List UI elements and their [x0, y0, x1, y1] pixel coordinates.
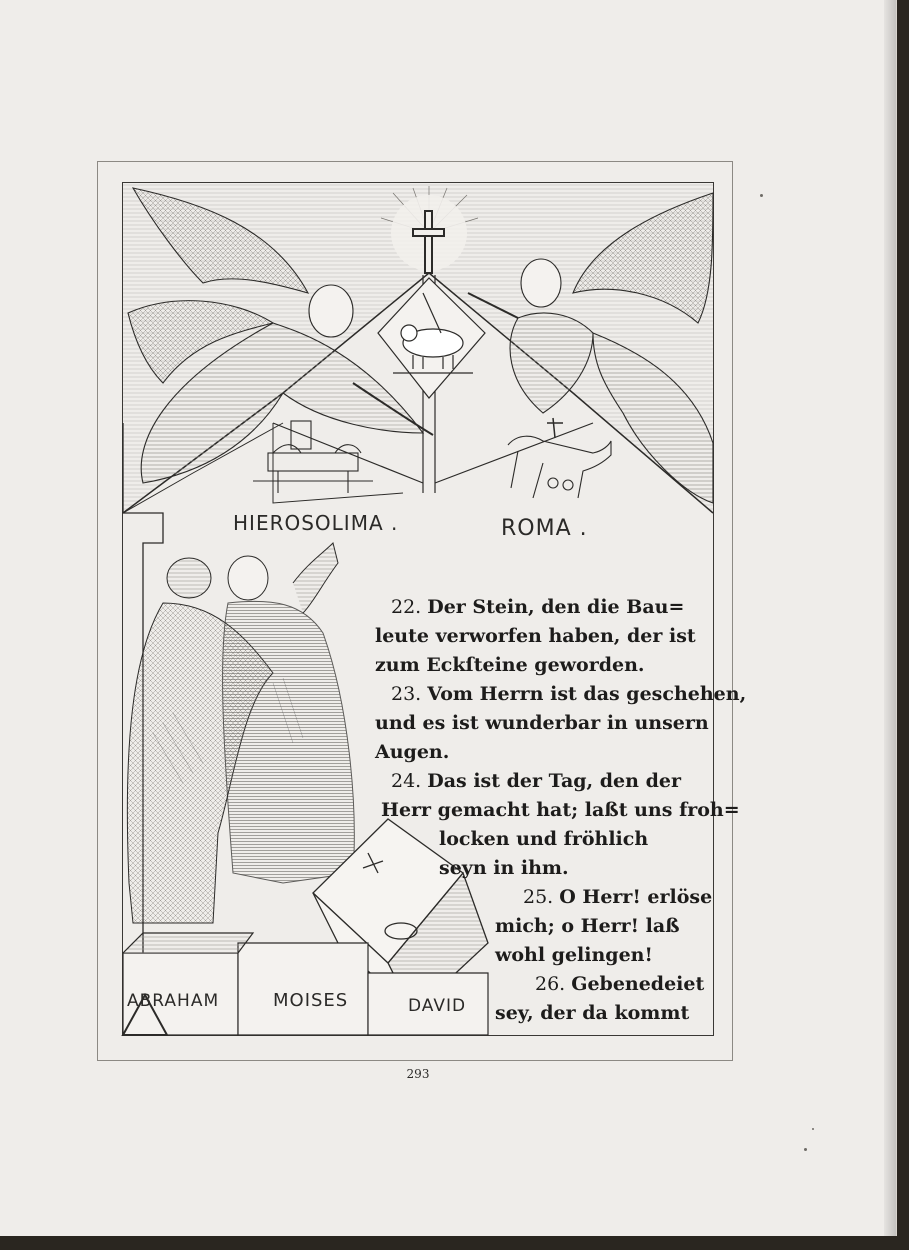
- verse-line: Das ist der Tag, den der: [427, 770, 681, 792]
- verse-line: O Herr! erlöse: [559, 886, 713, 908]
- verse-line: leute verworfen haben, der ist: [375, 625, 696, 647]
- verse-26: [535, 970, 704, 999]
- verse-22: [391, 593, 684, 622]
- verse-line: Augen.: [375, 741, 450, 763]
- engraving-frame: [122, 182, 747, 1036]
- verse-line: locken und fröhlich: [439, 828, 649, 850]
- verse-text-block: [123, 183, 747, 1035]
- verse-line: Vom Herrn ist das geschehen,: [427, 683, 747, 705]
- page-edge-shadow: [884, 0, 896, 1236]
- verse-number: 24.: [391, 770, 422, 792]
- label-hierosolima: HIEROSOLIMA .: [233, 511, 399, 535]
- verse-24: [391, 767, 681, 796]
- verse-number: 23.: [391, 683, 422, 705]
- label-roma: ROMA .: [501, 516, 588, 541]
- verse-line: mich; o Herr! laß: [495, 915, 680, 937]
- verse-line: Herr gemacht hat; laßt uns froh=: [381, 799, 740, 821]
- paper-speck: [804, 1148, 807, 1151]
- verse-number: 26.: [535, 973, 566, 995]
- label-abraham: ABRAHAM: [127, 991, 220, 1011]
- verse-number: 25.: [523, 886, 554, 908]
- label-david: DAVID: [408, 996, 467, 1016]
- verse-line: und es ist wunderbar in unsern: [375, 712, 709, 734]
- paper-speck: [812, 1128, 814, 1130]
- verse-line: Gebenedeiet: [571, 973, 705, 995]
- verse-25: [523, 883, 712, 912]
- paper-speck: [760, 194, 763, 197]
- verse-line: wohl gelingen!: [495, 944, 653, 966]
- verse-line: zum Eckſteine geworden.: [375, 654, 645, 676]
- verse-line: seyn in ihm.: [439, 857, 569, 879]
- verse-number: 22.: [391, 596, 422, 618]
- page-number: 293: [406, 1067, 430, 1081]
- verse-line: Der Stein, den die Bau=: [427, 596, 685, 618]
- verse-line: sey, der da kommt: [495, 1002, 690, 1024]
- label-moises: MOISES: [273, 990, 349, 1011]
- verse-23: [391, 680, 746, 709]
